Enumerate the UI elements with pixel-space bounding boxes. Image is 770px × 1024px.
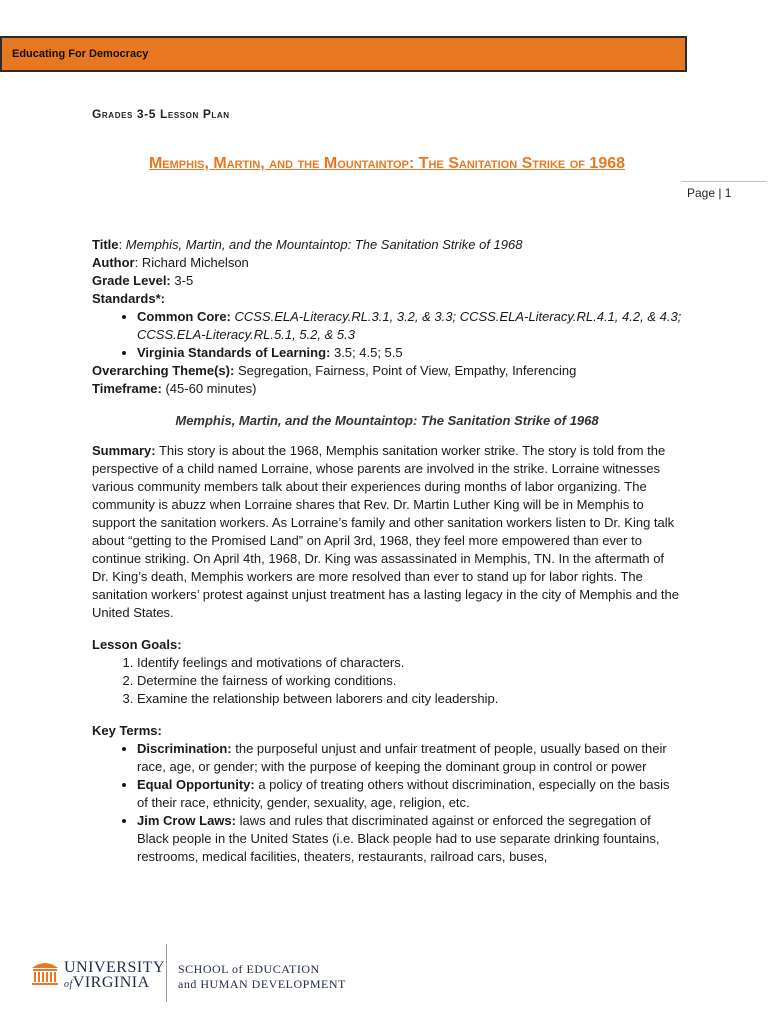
spacer <box>92 708 682 722</box>
definition: the purposeful unjust and unfair treatment of people, usually based on their race, age, or gender; with the purpose of keeping the dominant group in control or power <box>137 741 667 774</box>
school-line-2: and HUMAN DEVELOPMENT <box>178 977 346 991</box>
timeframe-label: Timeframe: <box>92 381 162 396</box>
key-terms-list <box>92 740 682 866</box>
grades-heading: Grades 3-5 Lesson Plan <box>92 107 230 121</box>
page-divider <box>682 181 766 182</box>
summary-paragraph <box>92 442 682 622</box>
school-line-1: SCHOOL of EDUCATION <box>178 962 320 976</box>
author-line: Author: Richard Michelson <box>92 255 249 270</box>
title-line: Title: Memphis, Martin, and the Mountaintop: The Sanitation Strike of 1968 <box>92 237 523 252</box>
author-label: Author <box>92 255 135 270</box>
goal-item: 2. Determine the fairness of working conditions. <box>137 672 682 690</box>
themes-value: Segregation, Fairness, Point of View, Empathy, Inferencing <box>237 363 577 378</box>
standard-item <box>137 344 682 362</box>
themes-line <box>92 362 682 380</box>
goal-item: 1. Identify feelings and motivations of characters. <box>137 654 682 672</box>
header-banner <box>0 36 687 72</box>
standards-label: Standards*: <box>92 291 165 306</box>
term: Discrimination: <box>137 741 232 756</box>
key-term-item <box>137 812 682 866</box>
page-number: Page | 1 <box>687 186 732 200</box>
goal-item: 3. Examine the relationship between laborers and city leadership. <box>137 690 682 708</box>
banner-text: Educating For Democracy <box>12 48 149 60</box>
school-wordmark <box>178 962 346 992</box>
uva-of: of <box>64 979 73 990</box>
uva-wordmark <box>64 960 165 992</box>
definition: laws and rules that discriminated against or enforced the segregation of Black people in the United States (i.e. Black people had to use separate drinking fountains, restrooms, medical facilities, theaters, restaurants, railroad cars, buses, <box>137 813 660 864</box>
goals-list <box>92 654 682 708</box>
key-terms-label: Key Terms: <box>92 723 162 738</box>
rotunda-icon <box>30 958 60 991</box>
standard-label: Common Core: <box>137 309 231 324</box>
standards-list <box>92 308 682 362</box>
grade-value: 3-5 <box>174 273 194 288</box>
uva-line-2 <box>64 975 165 992</box>
title-value: Memphis, Martin, and the Mountaintop: The Sanitation Strike of 1968 <box>125 237 523 252</box>
term: Jim Crow Laws: <box>137 813 236 828</box>
summary-label: Summary: <box>92 443 156 458</box>
book-title: Memphis, Martin, and the Mountaintop: The Sanitation Strike of 1968 <box>175 413 599 428</box>
summary-text: This story is about the 1968, Memphis sanitation worker strike. The story is told from the perspective of a child named Lorraine, whose parents are involved in the strike. Lorraine witnesses various community members talk about their experiences during months of labor organizing. The community is abuzz when Lorraine shares that Rev. Dr. Martin Luther King will be in Memphis to support the sanitation workers. As Lorraine’s family and other sanitation workers listen to Dr. King talk about “getting to the Promised Land” on April 3rd, 1968, they feel more empowered than ever to continue striking. On April 4th, 1968, Dr. King was assassinated in Memphis, TN. In the aftermath of Dr. King’s death, Memphis workers are more resolved than ever to stand up for labor rights. The sanitation workers’ protest against unjust treatment has a lasting legacy in the city of Memphis and the United States. <box>92 443 679 620</box>
title-label: Title <box>92 237 119 252</box>
standard-value: CCSS.ELA-Literacy.RL.3.1, 3.2, & 3.3; CCSS.ELA-Literacy.RL.4.1, 4.2, & 4.3; CCSS.ELA-Literacy.RL.5.1, 5.2, & 5.3 <box>137 309 682 342</box>
themes-label: Overarching Theme(s): <box>92 363 235 378</box>
footer <box>30 944 750 1004</box>
standard-item <box>137 308 682 344</box>
grade-label: Grade Level: <box>92 273 171 288</box>
uva-line-1: UNIVERSITY <box>64 959 165 976</box>
standard-value: 3.5; 4.5; 5.5 <box>333 345 403 360</box>
definition: a policy of treating others without discrimination, especially on the basis of their race, ethnicity, gender, sexuality, age, religion, etc. <box>137 777 670 810</box>
uva-virginia: VIRGINIA <box>72 974 150 991</box>
term: Equal Opportunity: <box>137 777 255 792</box>
footer-divider <box>166 944 167 1002</box>
spacer <box>92 622 682 636</box>
goals-label: Lesson Goals: <box>92 637 182 652</box>
standard-label: Virginia Standards of Learning: <box>137 345 331 360</box>
author-value: Richard Michelson <box>141 255 249 270</box>
timeframe-value: (45-60 minutes) <box>165 381 257 396</box>
grade-line <box>92 272 682 290</box>
key-term-item <box>137 776 682 812</box>
lesson-title: Memphis, Martin, and the Mountaintop: The Sanitation Strike of 1968 <box>148 155 626 172</box>
timeframe-line <box>92 380 682 398</box>
key-term-item <box>137 740 682 776</box>
lesson-content <box>92 236 682 866</box>
